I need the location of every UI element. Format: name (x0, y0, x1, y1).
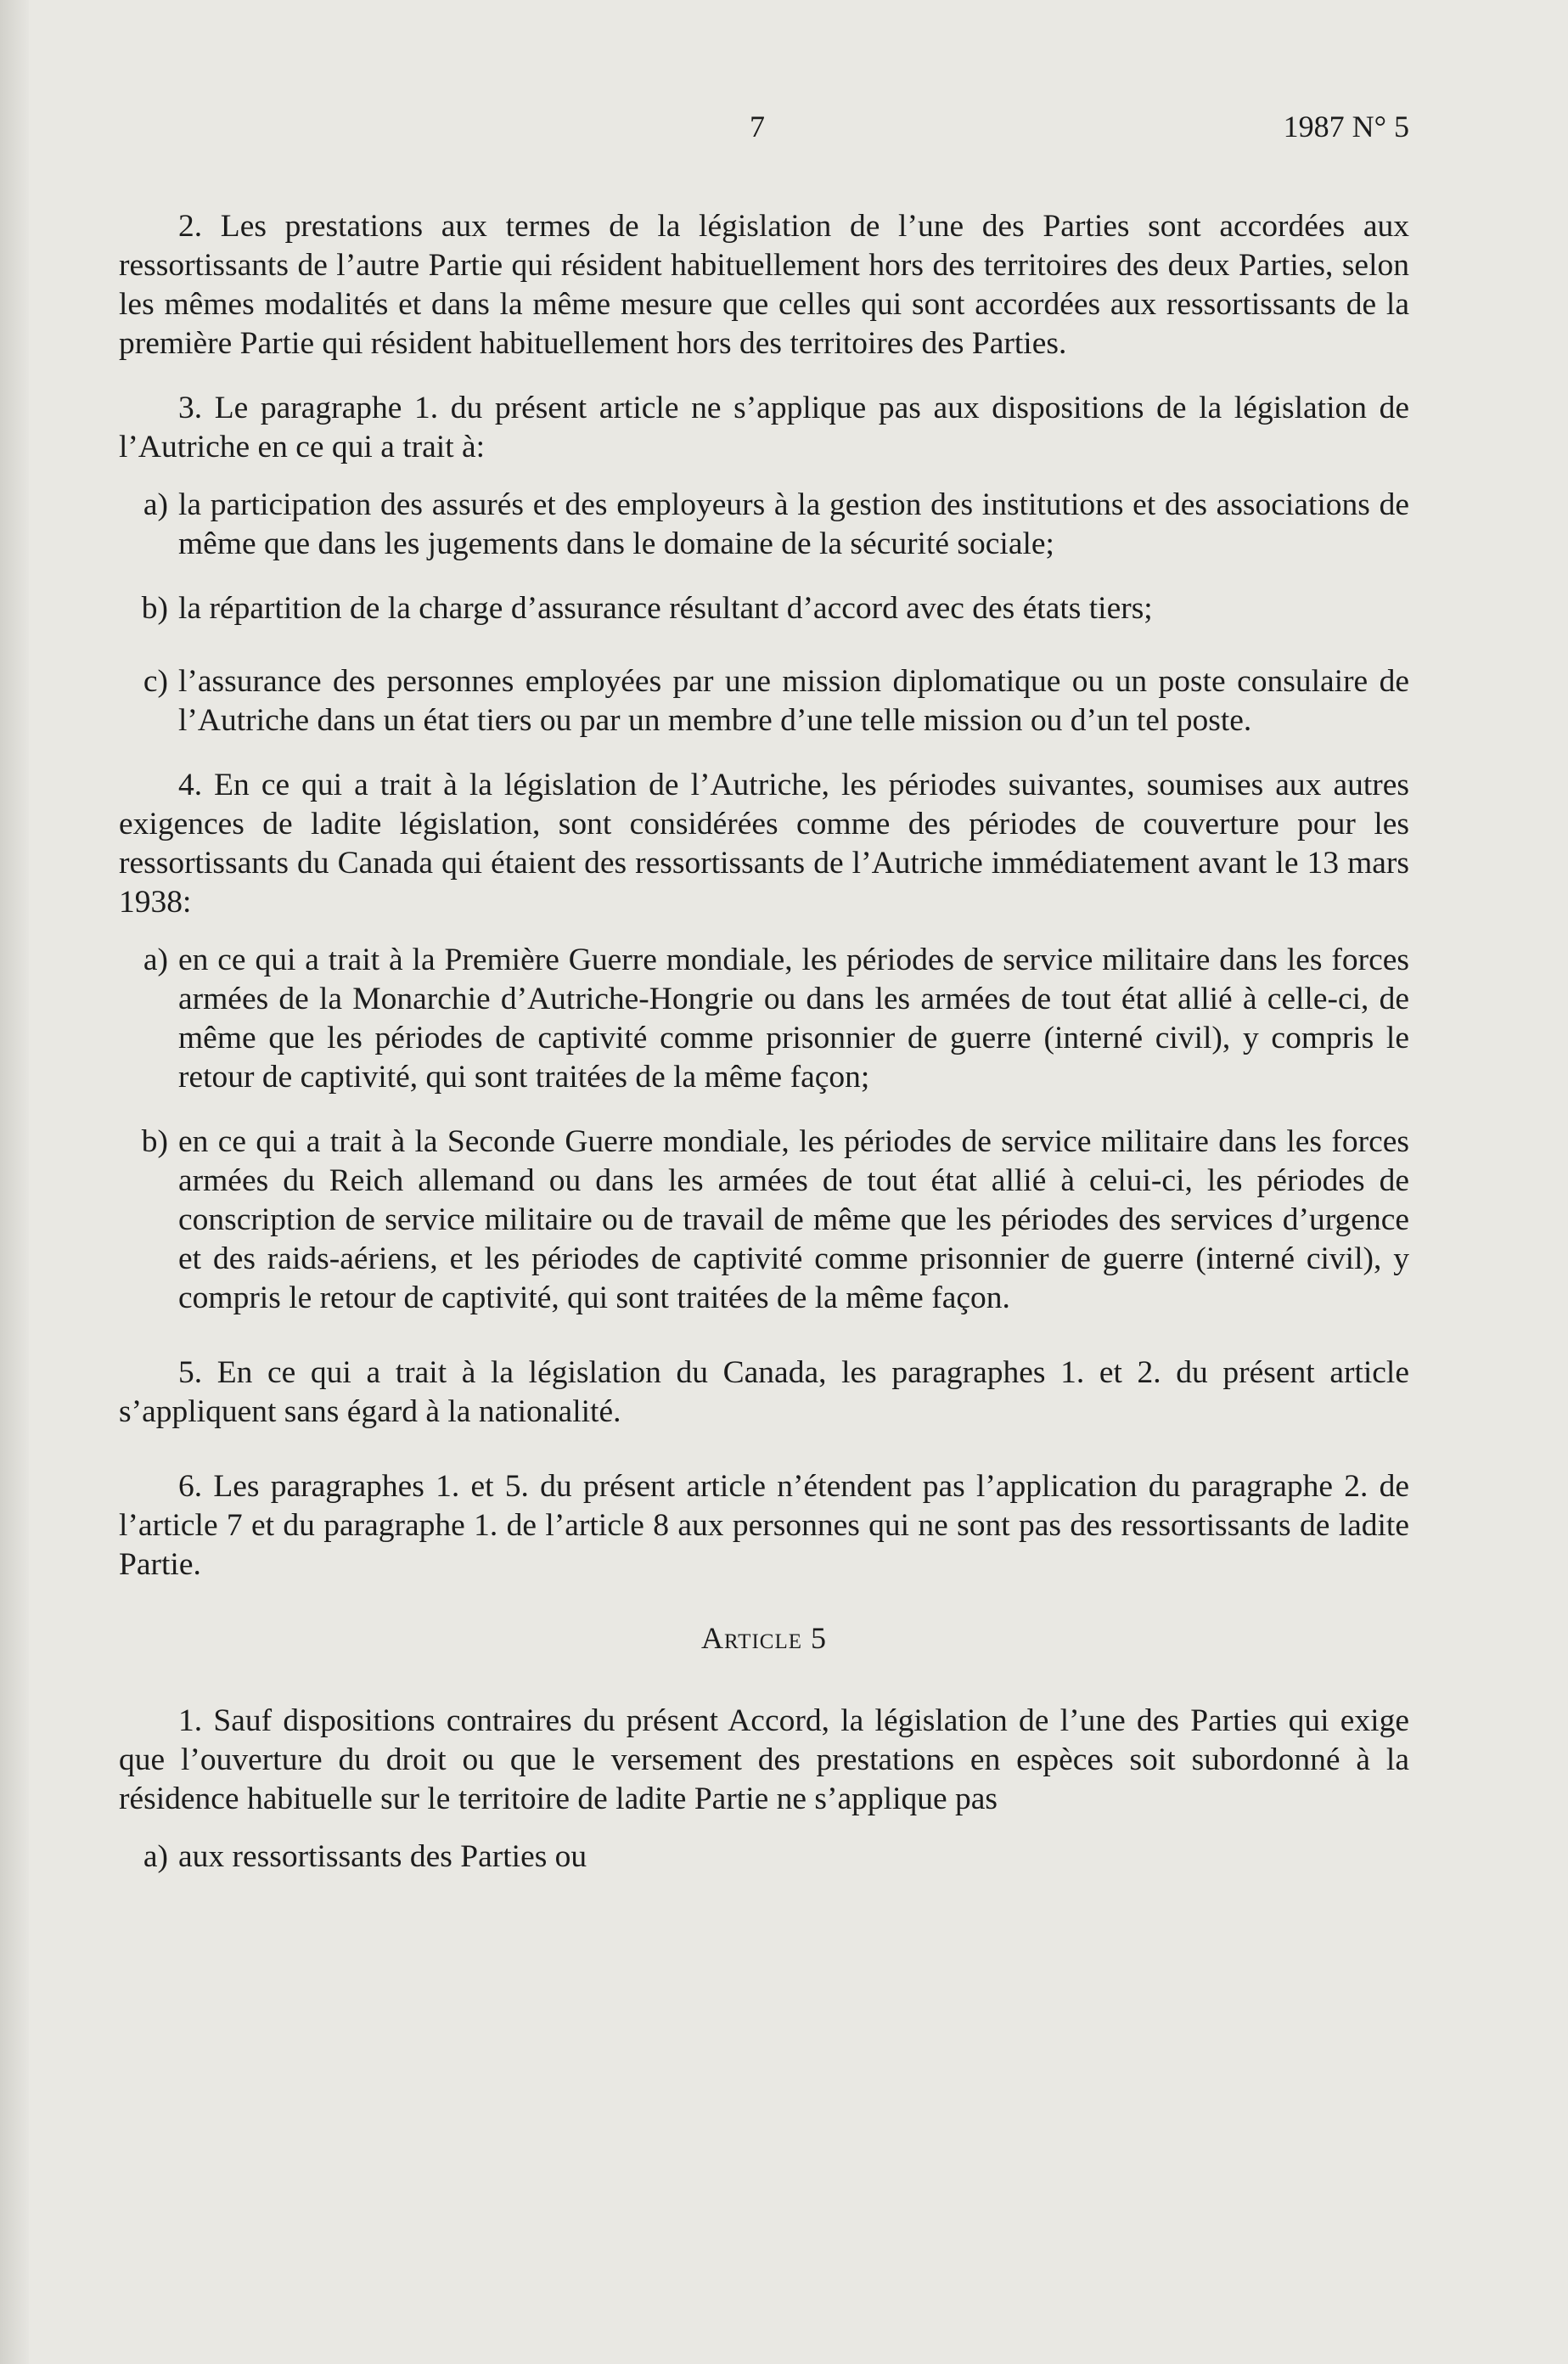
list-item (119, 1123, 1409, 1318)
page-binding-edge (0, 0, 29, 2364)
list-item (119, 1838, 1409, 1877)
page-number: 7 (750, 110, 765, 144)
document-body (119, 207, 1409, 1902)
paragraph-6: 6. Les paragraphes 1. et 5. du présent article n’étendent pas l’application du paragraphe 2. de l’article 7 et du paragraphe 1. de l’article 8 aux personnes qui ne sont pas des ressortissants de ladite Partie. (119, 1469, 1409, 1582)
page-header (119, 109, 1409, 151)
list-item (119, 486, 1409, 564)
list-item-text: la participation des assurés et des employeurs à la gestion des institutions et des associations de même que dans les jugements dans le domaine de la sécurité sociale; (178, 487, 1409, 561)
list-item (119, 941, 1409, 1097)
list-item-text: en ce qui a trait à la Seconde Guerre mondiale, les périodes de service militaire dans les forces armées du Reich allemand ou dans les armées de tout état allié à celui-ci, les périodes de conscription de service militaire ou de travail de même que les périodes des services d’urgence et des raids-aériens, et les périodes de captivité comme prisonnier de guerre (interné civil), y compris le retour de captivité, qui sont traitées de la même façon. (178, 1124, 1409, 1315)
issue-number: 1987 N° 5 (1283, 110, 1409, 144)
list-item-label: c) (143, 664, 168, 699)
article-5-paragraph-1: 1. Sauf dispositions contraires du présent Accord, la législation de l’une des Parties qui exige que l’ouverture du droit ou que le versement des prestations en espèces soit subordonné à la résidence habituelle sur le territoire de ladite Partie ne s’applique pas (119, 1703, 1409, 1816)
article-heading: Article 5 (701, 1621, 827, 1655)
list-item-label: a) (143, 1839, 168, 1874)
list-item (119, 589, 1409, 628)
paragraph-2: 2. Les prestations aux termes de la législation de l’une des Parties sont accordées aux ressortissants de l’autre Partie qui résident habituellement hors des territoires des deux Parties, selon les mêmes modalités et dans la même mesure que celles qui sont accordées aux ressortissants de la première Partie qui résident habituellement hors des territoires des Parties. (119, 209, 1409, 361)
paragraph-4: 4. En ce qui a trait à la législation de l’Autriche, les périodes suivantes, soumises aux autres exigences de ladite législation, sont considérées comme des périodes de couverture pour les ressortissants du Canada qui étaient des ressortissants de l’Autriche immédiatement avant le 13 mars 1938: (119, 768, 1409, 920)
list-item-text: la répartition de la charge d’assurance résultant d’accord avec des états tiers; (178, 591, 1153, 626)
list-item-label: a) (143, 943, 168, 977)
list-item-label: b) (141, 1124, 168, 1159)
list-item-text: l’assurance des personnes employées par une mission diplomatique ou un poste consulaire de l’Autriche dans un état tiers ou par un membre d’une telle mission ou d’un tel poste. (178, 664, 1409, 738)
list-item-label: b) (141, 591, 168, 626)
paragraph-5: 5. En ce qui a trait à la législation du Canada, les paragraphes 1. et 2. du présent article s’appliquent sans égard à la nationalité. (119, 1355, 1409, 1429)
list-item-text: aux ressortissants des Parties ou (178, 1839, 587, 1874)
paragraph-3: 3. Le paragraphe 1. du présent article ne s’applique pas aux dispositions de la législation de l’Autriche en ce qui a trait à: (119, 391, 1409, 464)
list-item-label: a) (143, 487, 168, 522)
list-item-text: en ce qui a trait à la Première Guerre mondiale, les périodes de service militaire dans les forces armées de la Monarchie d’Autriche-Hongrie ou dans les armées de tout état allié à celle-ci, de même que les périodes de captivité comme prisonnier de guerre (interné civil), y compris le retour de captivité, qui sont traitées de la même façon; (178, 943, 1409, 1095)
list-item (119, 662, 1409, 740)
